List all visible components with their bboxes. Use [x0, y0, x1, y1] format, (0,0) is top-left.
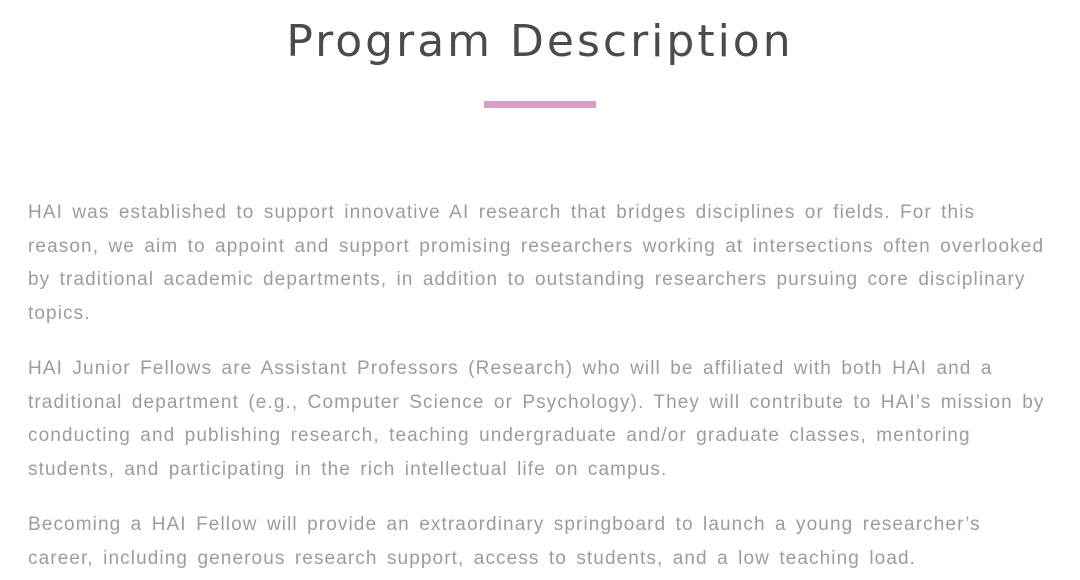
section-header [0, 0, 1080, 108]
paragraph-intro: HAI was established to support innovative AI research that bridges disciplines or fields. For this reason, we aim to appoint and support promising researchers working at intersections often overlooked by traditional academic departments, in addition to outstanding researchers pursuing core disciplinary topics. [28, 202, 1045, 324]
page-title: Program Description [286, 16, 794, 67]
paragraph-junior-fellows: HAI Junior Fellows are Assistant Professors (Research) who will be affiliated with both HAI and a traditional department (e.g., Computer Science or Psychology). They will contribute to HAI’s mission by conducting and publishing research, teaching undergraduate and/or graduate classes, mentoring students, and participating in the rich intellectual life on campus. [28, 358, 1045, 480]
paragraph-becoming-fellow: Becoming a HAI Fellow will provide an extraordinary springboard to launch a young researcher’s career, including generous research support, access to students, and a low teaching load. [28, 514, 981, 569]
program-description-content [28, 108, 1052, 575]
title-underline-divider [484, 101, 596, 108]
